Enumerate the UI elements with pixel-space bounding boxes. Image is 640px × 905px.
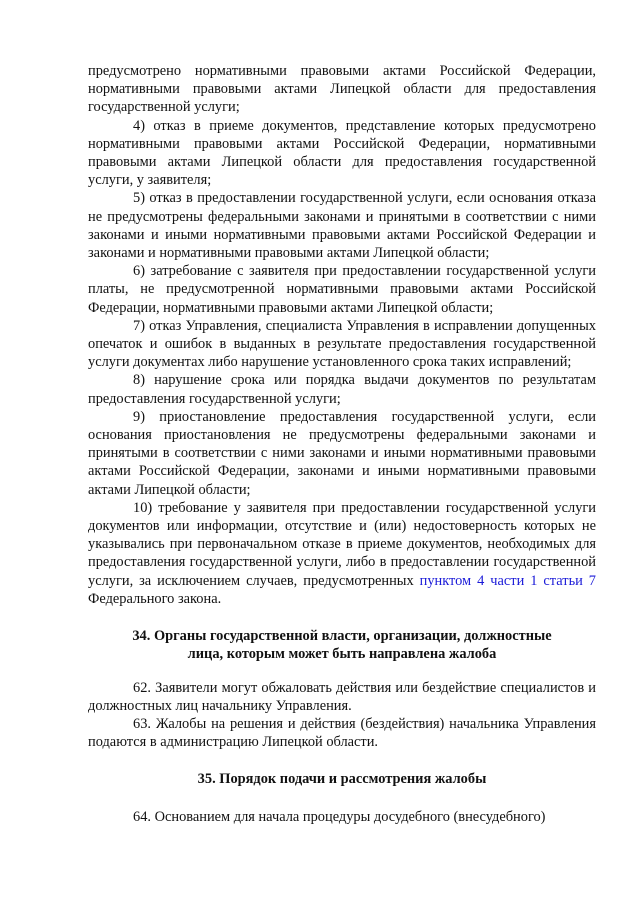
section-34-heading xyxy=(88,627,596,663)
paragraph-63: 63. Жалобы на решения и действия (бездействия) начальника Управления подаются в администрацию Липецкой области. xyxy=(88,715,596,751)
list-item-5: 5) отказ в предоставлении государственной услуги, если основания отказа не предусмотрены федеральными законами и принятыми в соответствии с ними законами и иными нормативными правовыми актами Российской Федерации и законами и нормативными правовыми актами Липецкой области; xyxy=(88,190,596,262)
list-item-10 xyxy=(88,499,596,608)
list-item-10-tail: Федерального закона. xyxy=(88,590,222,607)
section-34-heading-line1: 34. Органы государственной власти, организации, должностные xyxy=(132,628,552,645)
list-item-7: 7) отказ Управления, специалиста Управления в исправлении допущенных опечаток и ошибок в выданных в результате предоставления государственной услуги документах либо нарушение установленного срока таких исправлений; xyxy=(88,317,596,371)
document-page xyxy=(88,62,596,826)
law-reference-link[interactable]: пунктом 4 части 1 статьи 7 xyxy=(419,572,596,589)
continuation-paragraph: предусмотрено нормативными правовыми актами Российской Федерации, нормативными правовыми актами Липецкой области для предоставления государственной услуги; xyxy=(88,63,596,116)
list-item-9: 9) приостановление предоставления государственной услуги, если основания приостановления не предусмотрены федеральными законами и принятыми в соответствии с ними законами и иными нормативными правовыми актами Российской Федерации, законами и иными нормативными правовыми актами Липецкой области; xyxy=(88,408,596,498)
list-item-10-text: 10) требование у заявителя при предоставлении государственной услуги документов или информации, отсутствие и (или) недостоверность которых не указывались при первоначальном отказе в приеме документов, необходимых для предоставления государственной услуги, либо в предоставлении государственной услуги, за исключением случаев, предусмотренных xyxy=(88,499,596,589)
list-item-4: 4) отказ в приеме документов, представление которых предусмотрено нормативными правовыми актами Российской Федерации, нормативными правовыми актами Липецкой области для предоставления государственной услуги, у заявителя; xyxy=(88,117,596,189)
list-item-8: 8) нарушение срока или порядка выдачи документов по результатам предоставления государственной услуги; xyxy=(88,372,596,407)
section-34-heading-line2: лица, которым может быть направлена жалоба xyxy=(187,646,497,663)
list-item-6: 6) затребование с заявителя при предоставлении государственной услуги платы, не предусмотренной нормативными правовыми актами Российской Федерации, нормативными правовыми актами Липецкой области; xyxy=(88,263,596,316)
section-35-heading: 35. Порядок подачи и рассмотрения жалобы xyxy=(197,771,487,788)
paragraph-64: 64. Основанием для начала процедуры досудебного (внесудебного) xyxy=(133,808,546,825)
paragraph-62: 62. Заявители могут обжаловать действия или бездействие специалистов и должностных лиц начальнику Управления. xyxy=(88,679,596,714)
